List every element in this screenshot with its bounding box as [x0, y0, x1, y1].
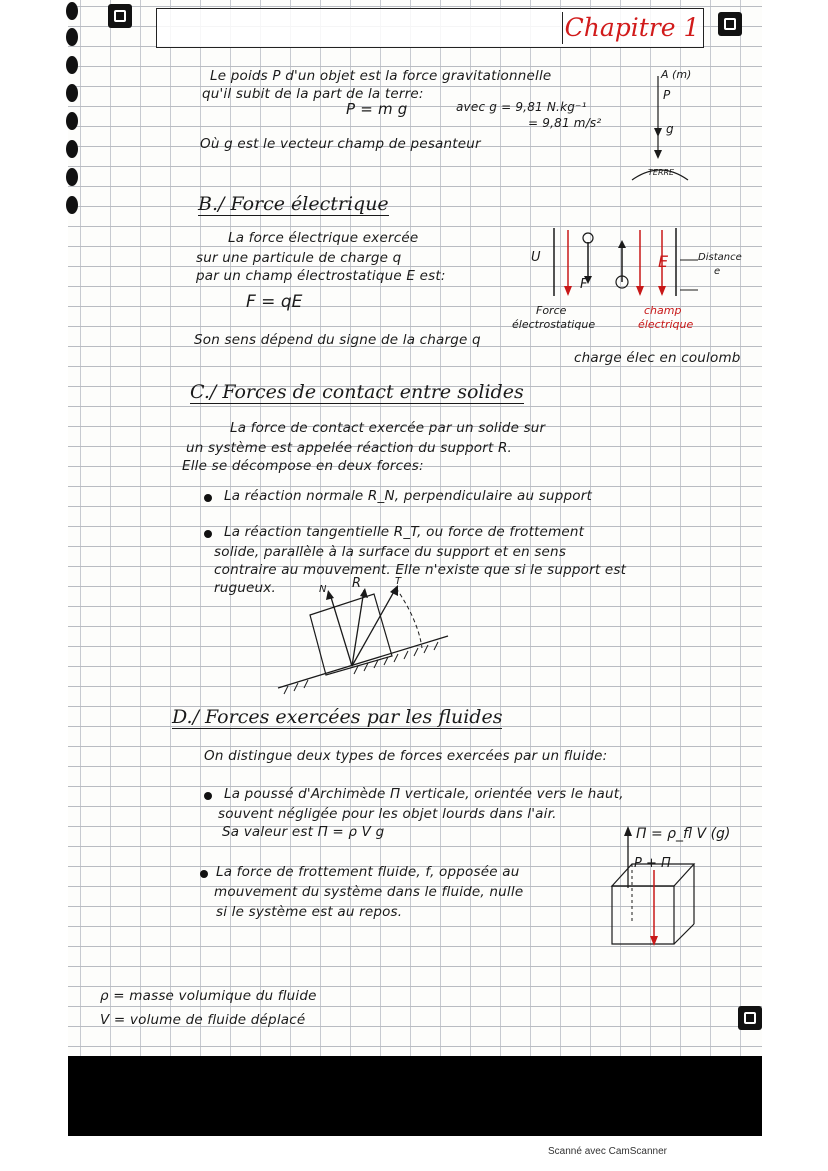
binder-margin	[0, 0, 68, 1056]
weight-plus-archimedes-label: P + Π	[634, 856, 671, 871]
tangential-line-2: solide, parallèle à la surface du support et en sens	[214, 544, 567, 560]
electric-force-formula	[246, 292, 302, 312]
gravity-value-alt: = 9,81 m/s²	[528, 116, 602, 130]
section-c-line-2: un système est appelée réaction du support R.	[186, 440, 513, 456]
weight-diagram	[610, 62, 710, 182]
section-c-line-3: Elle se décompose en deux forces:	[182, 458, 424, 474]
electric-field-diagram	[540, 224, 700, 304]
sign-note: Son sens dépend du signe de la charge q	[194, 332, 481, 348]
incline-reaction-diagram	[278, 570, 458, 690]
scan-corner-marker-bottom-right	[738, 1006, 762, 1030]
scan-corner-marker-top-left	[108, 4, 132, 28]
earth-label: TERRE	[648, 168, 675, 177]
formula-text: F = qE	[246, 292, 303, 312]
archimedes-formula-label: Π = ρ_fl V (g)	[636, 826, 731, 842]
chapter-title: Chapitre 1	[562, 12, 701, 44]
tangential-line-3: contraire au mouvement. Elle n'existe que si le support est	[214, 562, 627, 578]
section-d-intro: On distingue deux types de forces exercées par un fluide:	[204, 748, 608, 764]
fluid-friction-line-3: si le système est au repos.	[216, 904, 403, 920]
field-label-1: champ	[644, 304, 682, 317]
section-b-line-2: sur une particule de charge q	[196, 250, 402, 266]
archimedes-line-2: souvent négligée pour les objet lourds dans l'air.	[218, 806, 557, 822]
fluid-friction-line-1: La force de frottement fluide, f, opposée au	[216, 864, 520, 880]
weight-formula: P = m g	[346, 100, 408, 118]
p-vector-label: P	[663, 88, 671, 102]
scan-corner-marker-top-right	[718, 12, 742, 36]
scan-black-area	[68, 1056, 762, 1136]
section-b-title: B./ Force électrique	[198, 193, 389, 215]
normal-reaction-text: La réaction normale R_N, perpendiculaire au support	[224, 488, 592, 504]
bullet-normal	[204, 494, 212, 502]
footnote-rho: ρ = masse volumique du fluide	[100, 988, 317, 1004]
section-b-line-3: par un champ électrostatique E est:	[196, 268, 446, 284]
tangential-vector-label: T	[395, 576, 402, 587]
reaction-vector-label: R	[352, 576, 362, 591]
section-c-title: C./ Forces de contact entre solides	[190, 381, 524, 403]
bullet-tangential	[204, 530, 212, 538]
section-b-line-1: La force électrique exercée	[228, 230, 419, 246]
section-d-title: D./ Forces exercées par les fluides	[172, 706, 503, 728]
field-label-2: électrique	[638, 318, 694, 331]
point-a-label: A (m)	[661, 68, 692, 81]
section-c-line-1: La force de contact exercée par un solide sur	[230, 420, 546, 436]
field-vector-label: E	[658, 252, 669, 271]
weight-line-1: Le poids P d'un objet est la force gravitationnelle	[210, 68, 552, 84]
gravity-value: avec g = 9,81 N.kg⁻¹	[456, 100, 587, 114]
tangential-line-4: rugueux.	[214, 580, 276, 596]
normal-vector-label: N	[319, 584, 327, 595]
tangential-line-1: La réaction tangentielle R_T, ou force de frottement	[224, 524, 585, 540]
fluid-friction-line-2: mouvement du système dans le fluide, nulle	[214, 884, 524, 900]
footnote-volume: V = volume de fluide déplacé	[100, 1012, 306, 1028]
weight-line-2: qu'il subit de la part de la terre:	[202, 86, 424, 102]
voltage-label: U	[531, 250, 541, 265]
archimedes-line-3: Sa valeur est Π = ρ V g	[222, 824, 385, 840]
force-vector-label: F	[580, 277, 588, 292]
archimedes-line-1: La poussé d'Archimède Π verticale, orientée vers le haut,	[224, 786, 624, 802]
bullet-archimedes	[204, 792, 212, 800]
g-vector-label: g	[666, 122, 674, 136]
distance-sub-label: e	[714, 266, 721, 277]
weight-line-3: Où g est le vecteur champ de pesanteur	[200, 136, 481, 152]
bullet-fluid-friction	[200, 870, 208, 878]
force-label-1: Force	[536, 304, 567, 317]
distance-label: Distance	[698, 252, 742, 263]
charge-note: charge élec en coulomb	[574, 350, 741, 366]
force-label-2: électrostatique	[512, 318, 596, 331]
scanner-watermark: Scanné avec CamScanner	[548, 1146, 667, 1157]
